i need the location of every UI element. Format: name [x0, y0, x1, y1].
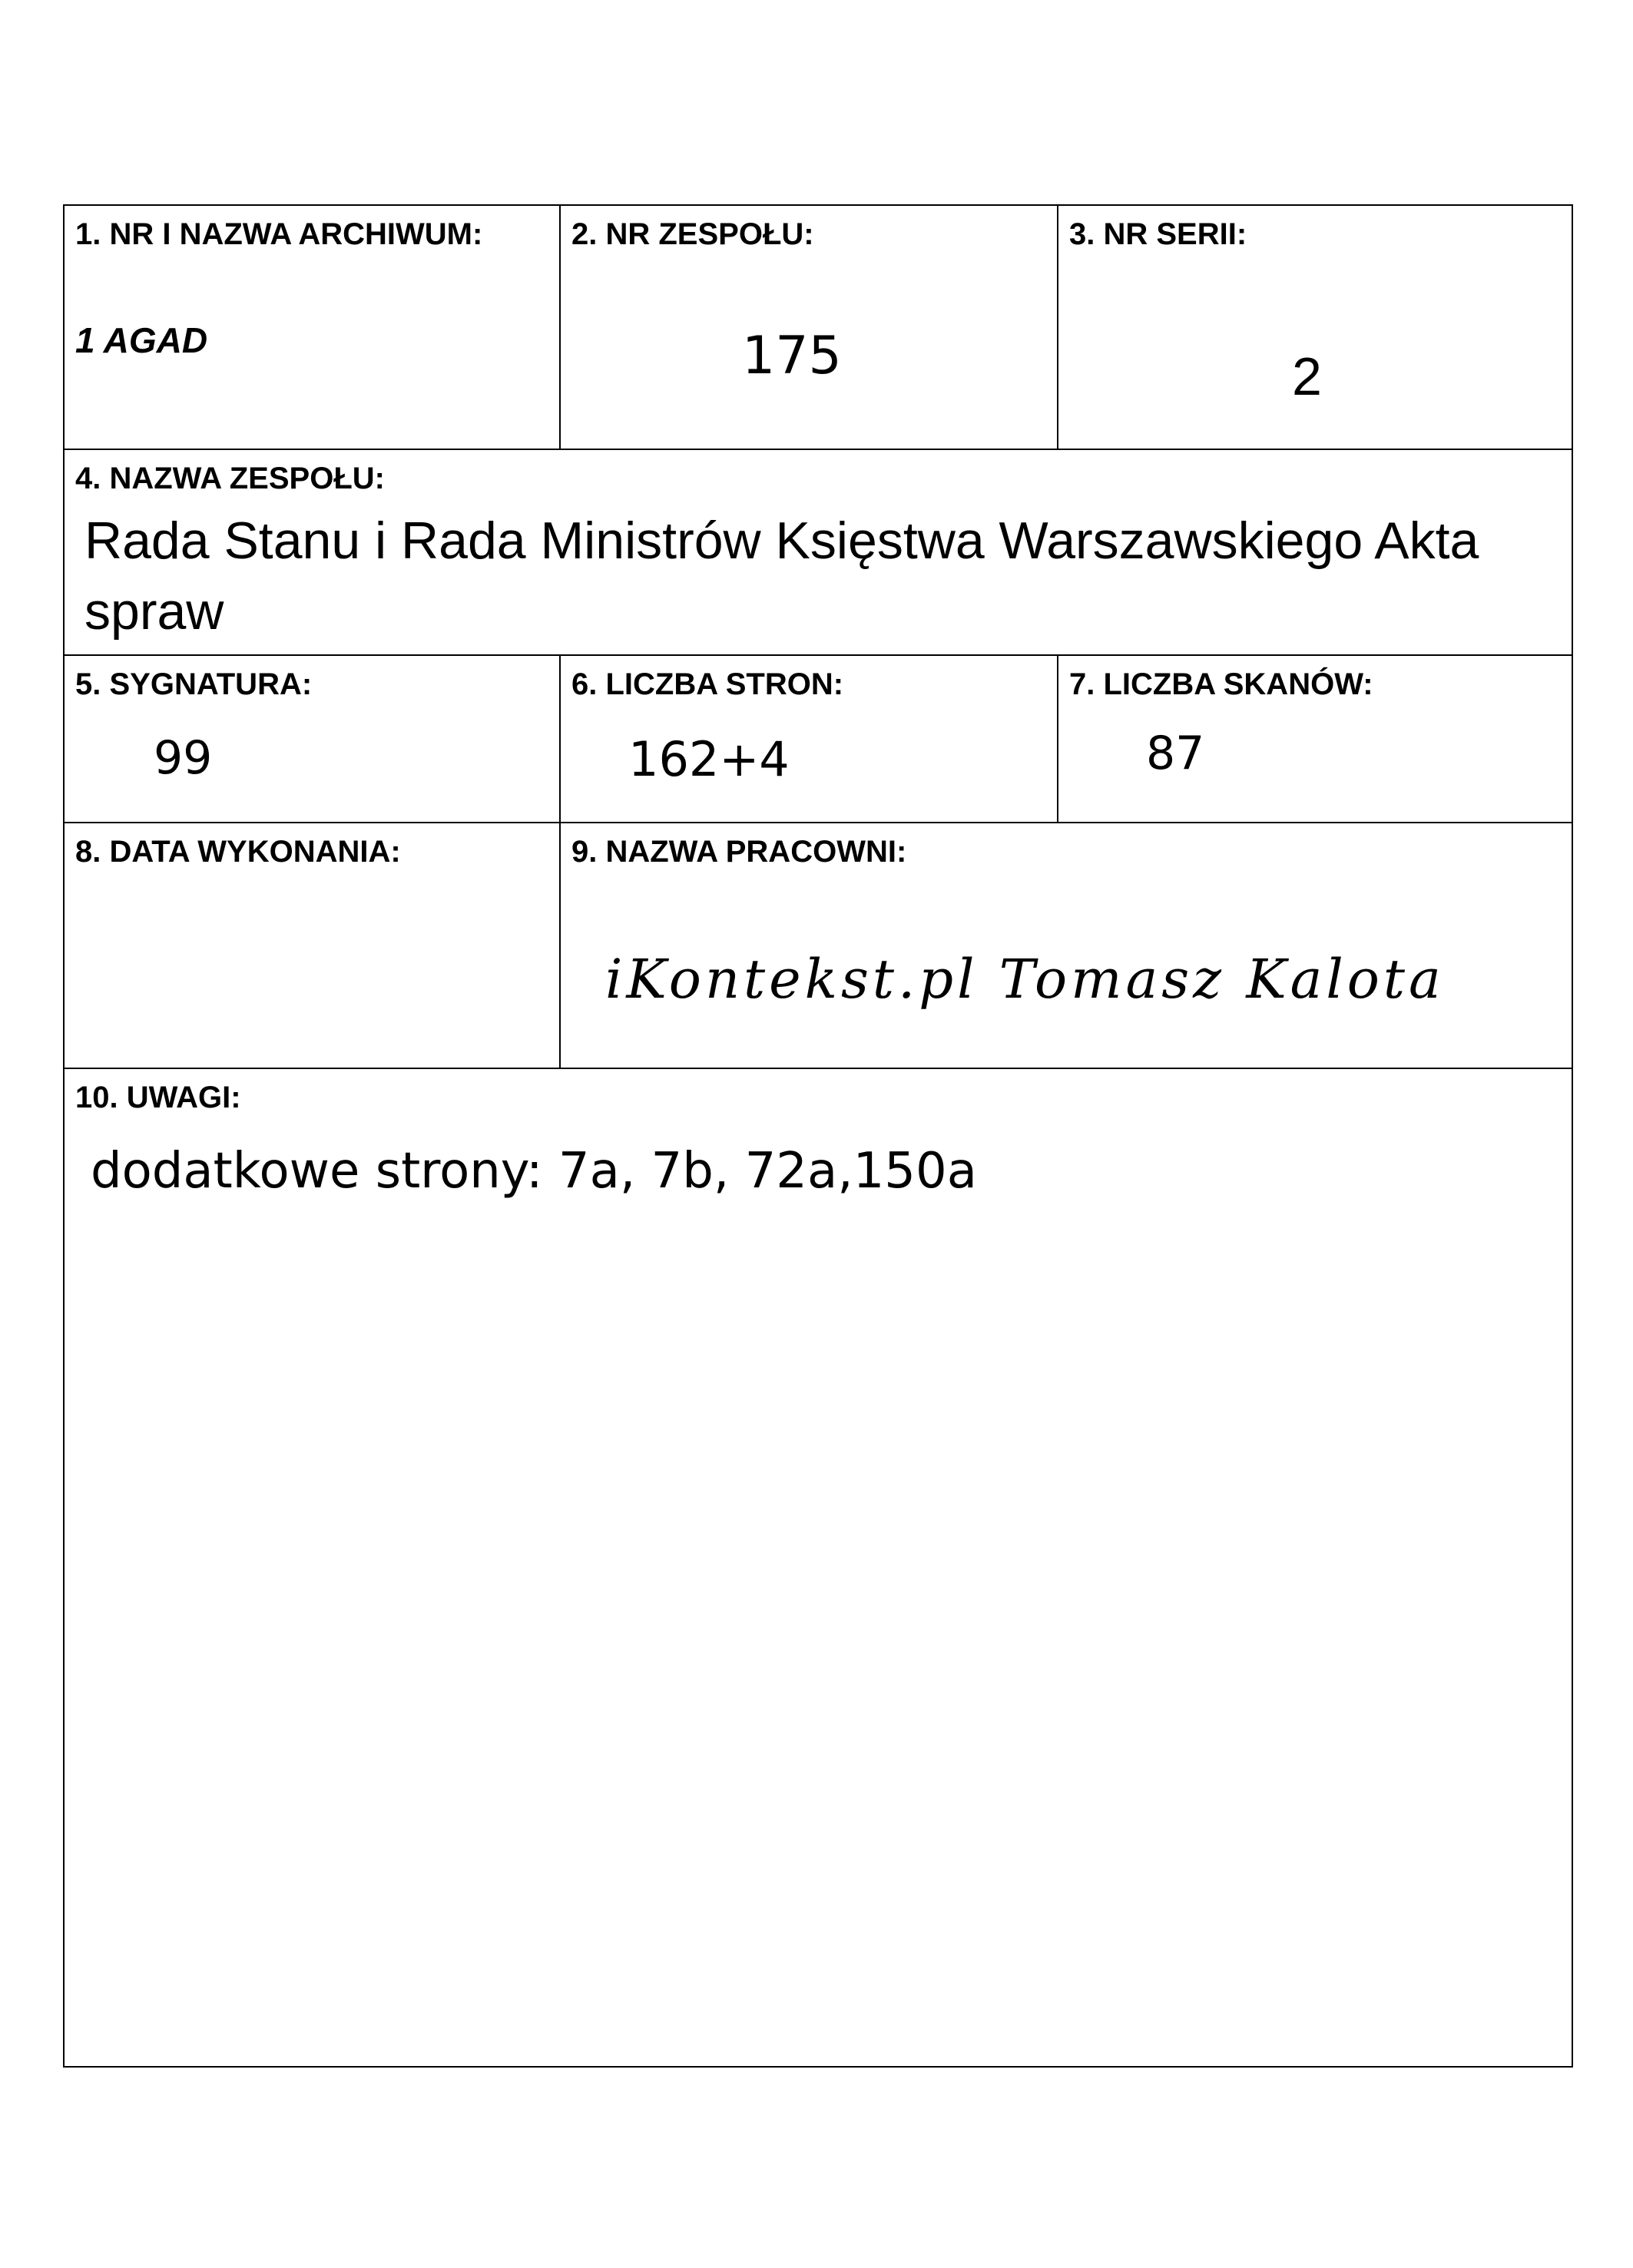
signature-value: 99: [154, 731, 213, 785]
notes-cell: [65, 1069, 1572, 2066]
workshop-name-value: iKontekst.pl Tomasz Kalota: [605, 948, 1445, 1011]
signature-cell: [65, 656, 561, 823]
series-number-cell: [1058, 206, 1572, 450]
archive-label: 1. NR I NAZWA ARCHIWUM:: [75, 217, 483, 251]
archive-value: 1 AGAD: [75, 320, 208, 360]
notes-value: dodatkowe strony: 7a, 7b, 72a,150a: [91, 1143, 977, 1200]
workshop-name-cell: [561, 823, 1572, 1069]
page-count-value: 162+4: [628, 731, 790, 787]
execution-date-label: 8. DATA WYKONANIA:: [75, 835, 401, 869]
fond-number-label: 2. NR ZESPOŁU:: [571, 217, 814, 251]
archive-cell: [65, 206, 561, 450]
series-number-value: 2: [1292, 346, 1322, 406]
fond-name-cell: [65, 450, 1572, 656]
scan-count-label: 7. LICZBA SKANÓW:: [1069, 667, 1373, 701]
signature-label: 5. SYGNATURA:: [75, 667, 313, 701]
fond-name-value: Rada Stanu i Rada Ministrów Księstwa Warszawskiego Akta spraw: [84, 512, 1479, 641]
fond-number-cell: [561, 206, 1058, 450]
fond-name-label: 4. NAZWA ZESPOŁU:: [75, 462, 385, 495]
scan-count-value: 87: [1146, 727, 1205, 780]
series-number-label: 3. NR SERII:: [1069, 217, 1247, 251]
page-count-label: 6. LICZBA STRON:: [571, 667, 844, 701]
workshop-name-label: 9. NAZWA PRACOWNI:: [571, 835, 907, 869]
page-count-cell: [561, 656, 1058, 823]
scan-count-cell: [1058, 656, 1572, 823]
fond-number-value: 175: [742, 326, 842, 386]
archive-record-form: [63, 204, 1573, 2068]
notes-label: 10. UWAGI:: [75, 1081, 241, 1114]
execution-date-cell: [65, 823, 561, 1069]
